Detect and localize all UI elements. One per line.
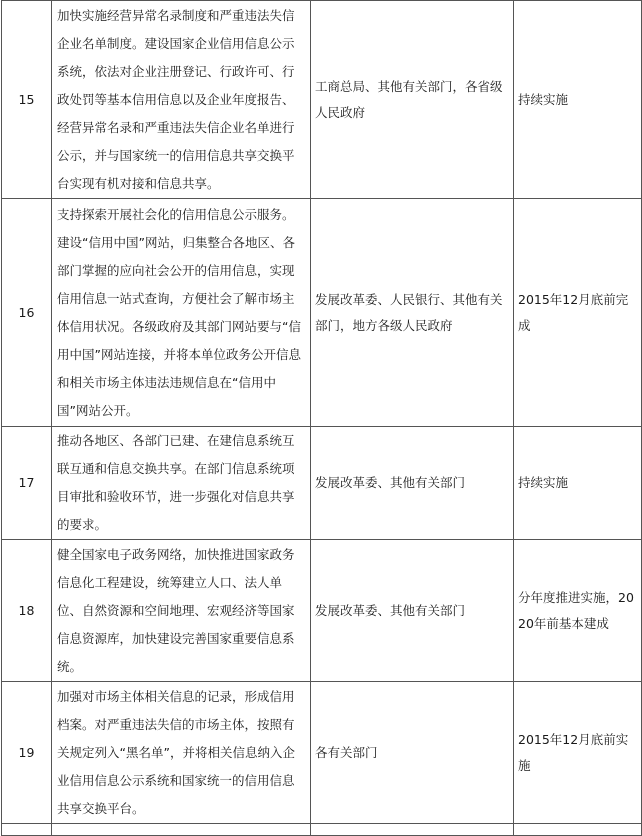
time-schedule: 2015年12月底前完成: [514, 199, 642, 427]
table-row-partial: [2, 824, 642, 836]
row-number: 17: [2, 427, 52, 540]
responsible-department: 发展改革委、其他有关部门: [311, 540, 514, 682]
row-number: 18: [2, 540, 52, 682]
measure-text: 健全国家电子政务网络，加快推进国家政务信息化工程建设，统筹建立人口、法人单位、自然资源和空间地理、宏观经济等国家信息资源库，加快建设完善国家重要信息系统。: [52, 540, 311, 682]
time-schedule: 2015年12月底前实施: [514, 682, 642, 824]
table-row: [2, 427, 642, 540]
time-schedule: 持续实施: [514, 1, 642, 199]
row-number: 19: [2, 682, 52, 824]
responsible-department: 工商总局、其他有关部门，各省级人民政府: [311, 1, 514, 199]
empty-cell: [514, 824, 642, 836]
empty-cell: [311, 824, 514, 836]
table-row: [2, 540, 642, 682]
time-schedule: 持续实施: [514, 427, 642, 540]
measure-text: 加快实施经营异常名录制度和严重违法失信企业名单制度。建设国家企业信用信息公示系统，依法对企业注册登记、行政许可、行政处罚等基本信用信息以及企业年度报告、经营异常名录和严重违法失信企业名单进行公示，并与国家统一的信用信息共享交换平台实现有机对接和信息共享。: [52, 1, 311, 199]
measure-text: 加强对市场主体相关信息的记录，形成信用档案。对严重违法失信的市场主体，按照有关规定列入“黑名单”，并将相关信息纳入企业信用信息公示系统和国家统一的信用信息共享交换平台。: [52, 682, 311, 824]
table-row: [2, 682, 642, 824]
responsible-department: 发展改革委、其他有关部门: [311, 427, 514, 540]
responsible-department: 发展改革委、人民银行、其他有关部门，地方各级人民政府: [311, 199, 514, 427]
empty-cell: [2, 824, 52, 836]
time-schedule: 分年度推进实施，2020年前基本建成: [514, 540, 642, 682]
measure-text: 支持探索开展社会化的信用信息公示服务。建设“信用中国”网站，归集整合各地区、各部门掌握的应向社会公开的信用信息，实现信用信息一站式查询，方便社会了解市场主体信用状况。各级政府及其部门网站要与“信用中国”网站连接，并将本单位政务公开信息和相关市场主体违法违规信息在“信用中国”网站公开。: [52, 199, 311, 427]
table-row: [2, 1, 642, 199]
measure-text: 推动各地区、各部门已建、在建信息系统互联互通和信息交换共享。在部门信息系统项目审批和验收环节，进一步强化对信息共享的要求。: [52, 427, 311, 540]
task-table: [1, 0, 642, 836]
empty-cell: [52, 824, 311, 836]
row-number: 16: [2, 199, 52, 427]
responsible-department: 各有关部门: [311, 682, 514, 824]
table-row: [2, 199, 642, 427]
row-number: 15: [2, 1, 52, 199]
